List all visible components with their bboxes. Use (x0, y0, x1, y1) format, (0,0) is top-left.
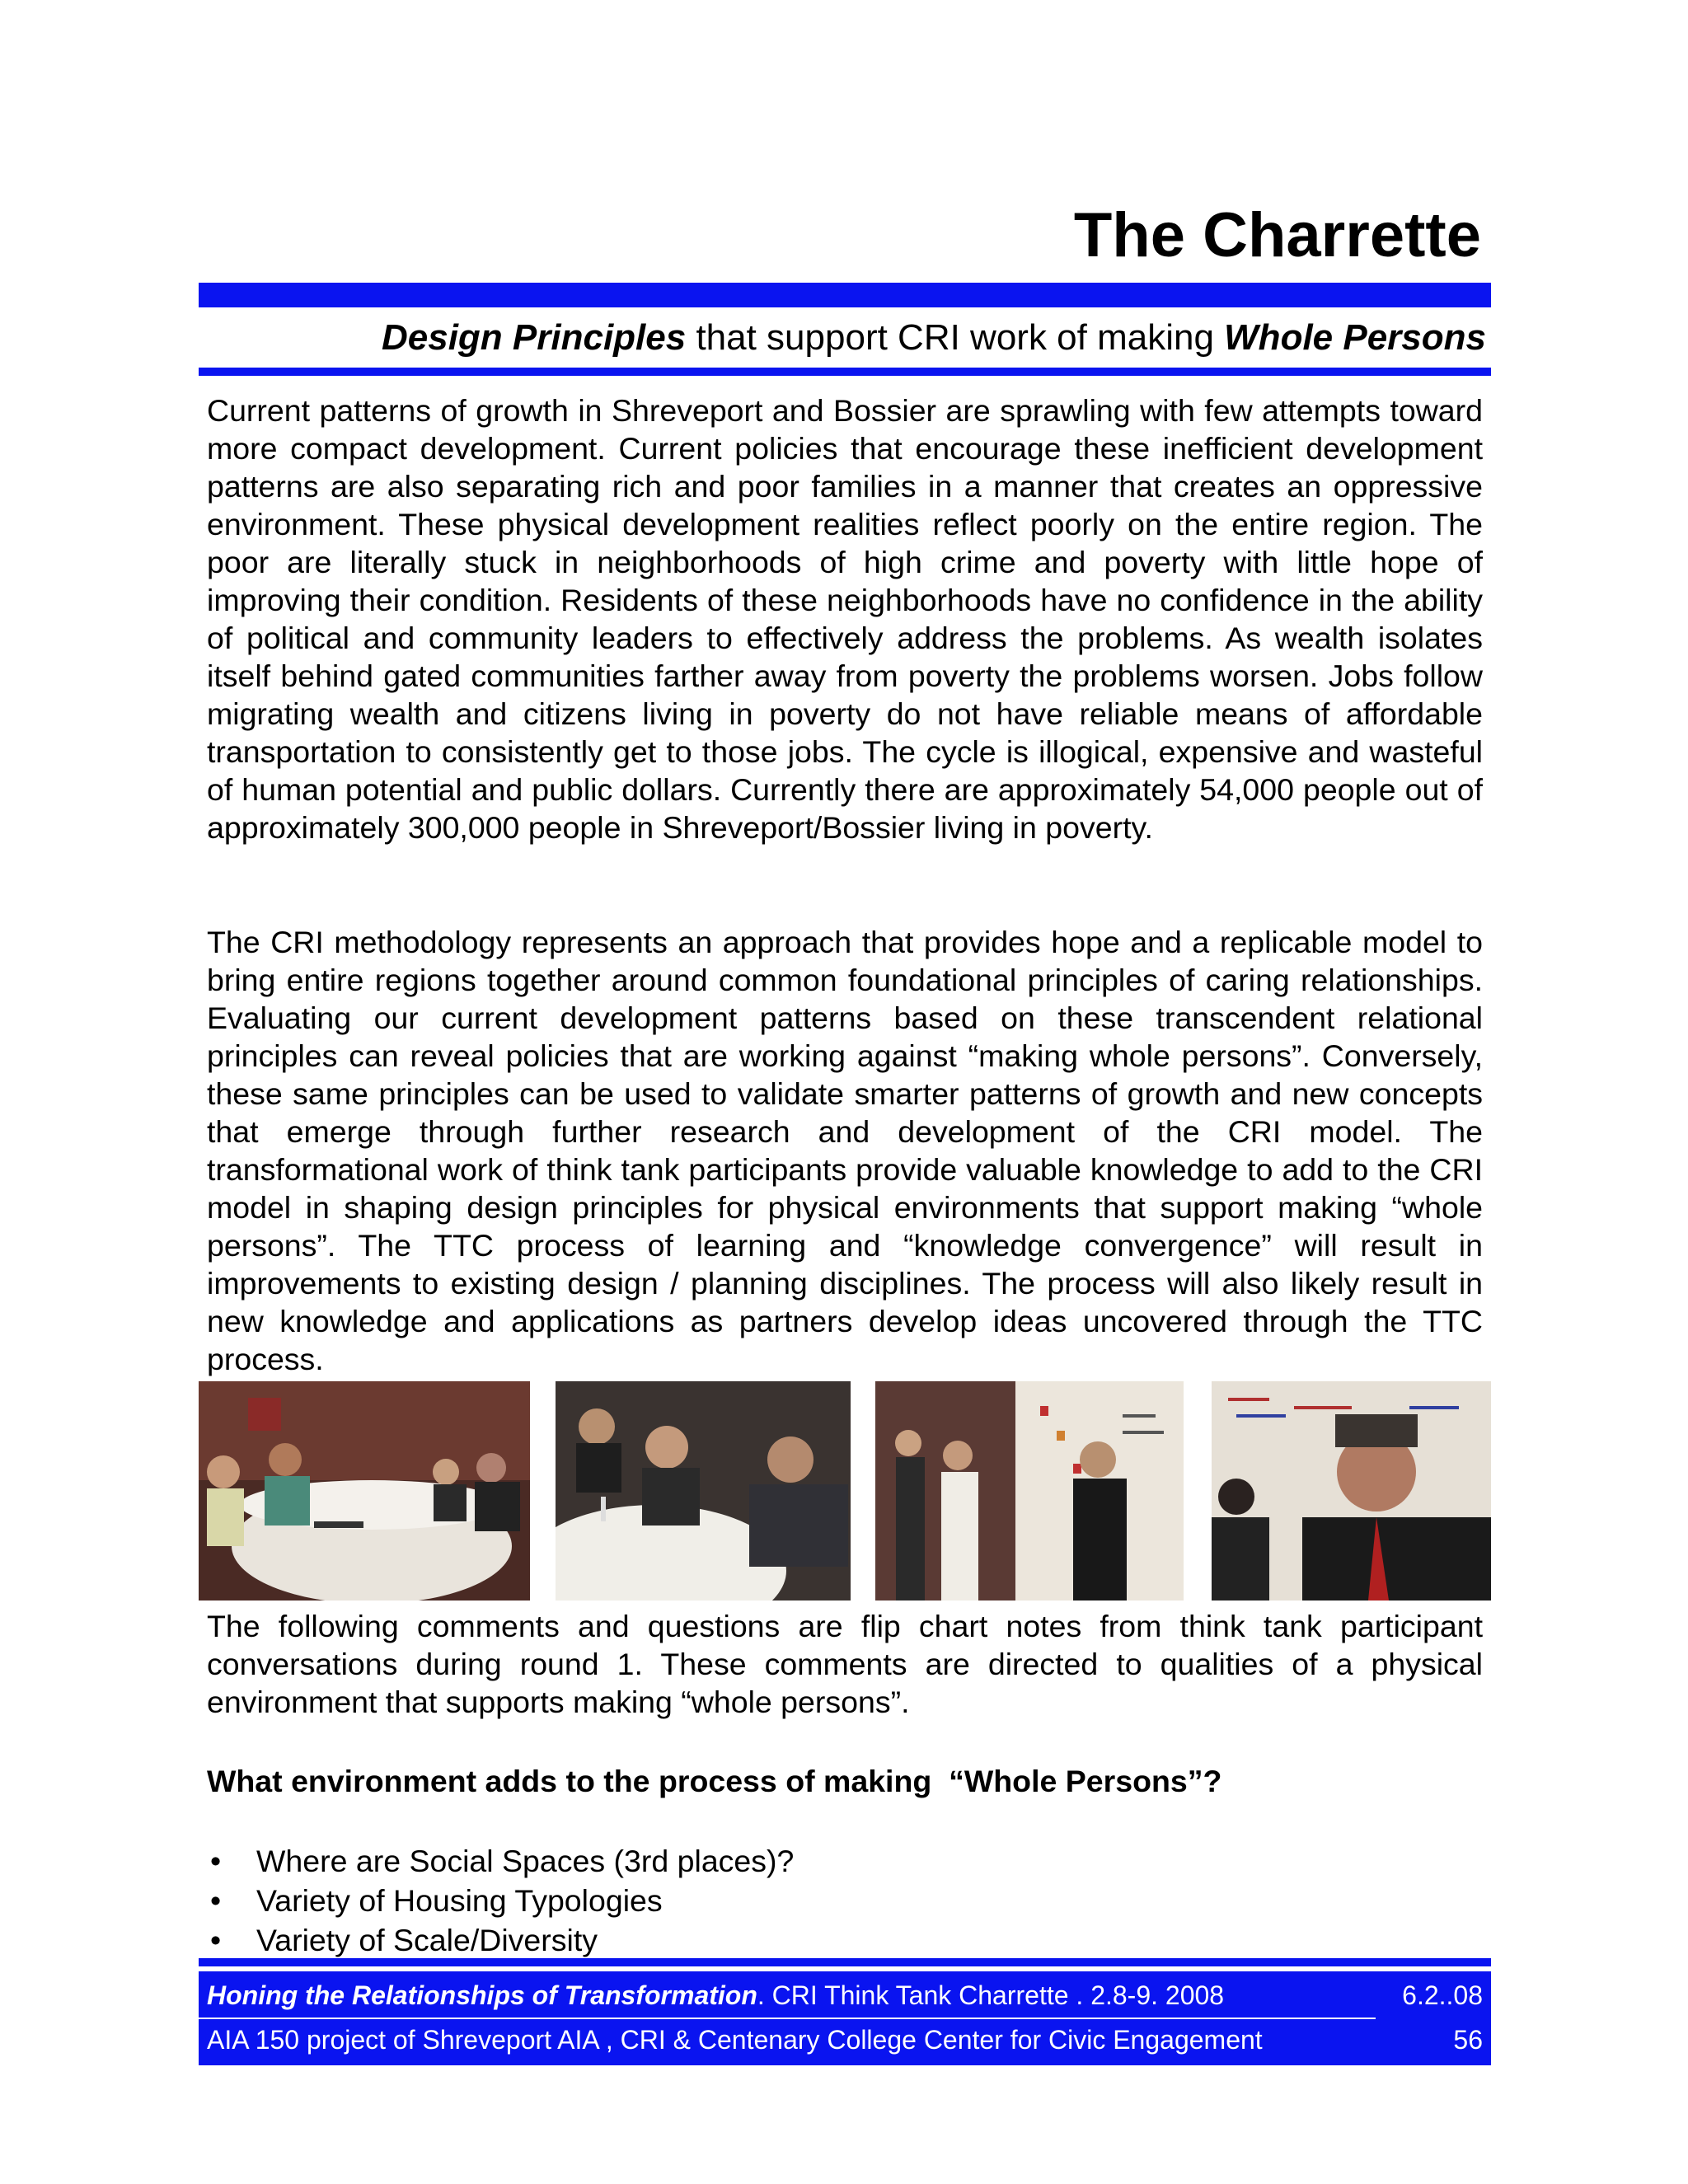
bullet-icon: • (210, 1883, 222, 1918)
section-question: What environment adds to the process of making “Whole Persons”? (207, 1764, 1222, 1798)
subtitle-bold-whole-persons: Whole Persons (1224, 317, 1486, 358)
footer-credits: AIA 150 project of Shreveport AIA , CRI & Centenary College Center for Civic Engagement (207, 2025, 1263, 2055)
subtitle-middle: that support CRI work of making (686, 317, 1225, 358)
page-footer (199, 1971, 1491, 2065)
footer-row-credits (207, 2019, 1483, 2060)
bullet-list (207, 1841, 794, 1960)
page-number: 56 (1453, 2025, 1483, 2055)
list-item-text: Variety of Housing Typologies (256, 1883, 663, 1918)
footer-date: 6.2..08 (1402, 1980, 1483, 2010)
bullet-icon: • (210, 1844, 222, 1878)
subtitle-rule (199, 368, 1491, 376)
list-item (207, 1841, 794, 1881)
title-rule (199, 283, 1491, 307)
footer-event: . CRI Think Tank Charrette . 2.8-9. 2008 (757, 1980, 1225, 2010)
subtitle (382, 316, 1486, 360)
bullet-icon: • (210, 1923, 222, 1957)
photo-speaker-at-flipchart (1212, 1381, 1491, 1601)
list-item (207, 1920, 794, 1960)
footer-publication-title: Honing the Relationships of Transformation (207, 1980, 757, 2010)
list-item-text: Where are Social Spaces (3rd places)? (256, 1844, 795, 1878)
list-item-text: Variety of Scale/Diversity (256, 1923, 598, 1957)
footer-row-title (207, 1975, 1483, 2016)
footer-rule (199, 1958, 1491, 1966)
photo-presenters-standing (875, 1381, 1184, 1601)
paragraph-cri-methodology: The CRI methodology represents an approach that provides hope and a replicable model to bring entire regions together around common foundational principles of caring relationships. Evaluating our current development patterns based on these transcendent relational principles can reveal policies that are working against “making whole persons”. Conversely, these same principles can be used to validate smarter patterns of growth and new concepts that emerge through further research and development of the CRI model. The transformational work of think tank participants provide valuable knowledge to add to the CRI model in shaping design principles for physical environments that support making “whole persons”. The TTC process of learning and “knowledge convergence” will result in improvements to existing design / planning disciplines. The process will also likely result in new knowledge and applications as partners develop ideas uncovered through the TTC process. (207, 925, 1483, 1376)
paragraph-growth-patterns: Current patterns of growth in Shreveport and Bossier are sprawling with few attempts toward more compact development. Current policies that encourage these inefficient development patterns are also separating rich and poor families in a manner that creates an oppressive environment. These physical development realities reflect poorly on the entire region. The poor are literally stuck in neighborhoods of high crime and poverty with little hope of improving their condition. Residents of these neighborhoods have no confidence in the ability of political and community leaders to effectively address the problems. As wealth isolates itself behind gated communities farther away from poverty the problems worsen. Jobs follow migrating wealth and citizens living in poverty do not have reliable means of affordable transportation to consistently get to those jobs. The cycle is illogical, expensive and wasteful of human potential and public dollars. Currently there are approximately 54,000 people out of approximately 300,000 people in Shreveport/Bossier living in poverty. (207, 393, 1483, 845)
subtitle-bold-design-principles: Design Principles (381, 317, 687, 358)
list-item (207, 1881, 794, 1920)
photo-strip (0, 1381, 1688, 1601)
page-title: The Charrette (1073, 200, 1481, 270)
paragraph-flip-chart-notes: The following comments and questions are flip chart notes from think tank participant conversations during round 1. These comments are directed to qualities of a physical environment that supports making “whole persons”. (207, 1609, 1483, 1719)
photo-participants-seated (556, 1381, 851, 1601)
photo-round-table-discussion (199, 1381, 530, 1601)
